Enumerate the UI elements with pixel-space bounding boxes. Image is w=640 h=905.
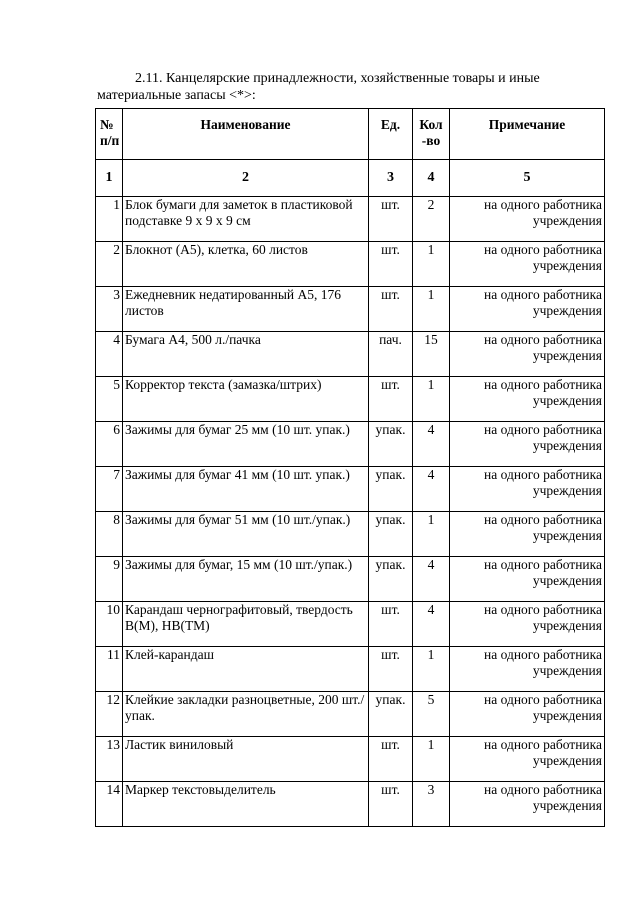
item-quantity: 1 [413,647,450,692]
item-note: на одного работника учреждения [450,467,605,512]
item-unit: упак. [369,692,413,737]
row-number: 2 [96,242,123,287]
table-row [96,647,605,692]
column-number-row [96,160,605,197]
item-note: на одного работника учреждения [450,422,605,467]
item-note: на одного работника учреждения [450,242,605,287]
item-quantity: 1 [413,287,450,332]
item-unit: шт. [369,782,413,827]
table-header-row [96,109,605,160]
supplies-table [95,108,605,827]
item-quantity: 1 [413,512,450,557]
item-name: Зажимы для бумаг 25 мм (10 шт. упак.) [123,422,369,467]
heading-line-2: материальные запасы <*>: [97,88,256,103]
item-note: на одного работника учреждения [450,377,605,422]
item-quantity: 4 [413,557,450,602]
column-header-name: Наименование [123,109,369,160]
item-name: Блок бумаги для заметок в пластиковой подставке 9 х 9 х 9 см [123,197,369,242]
heading-line-1: 2.11. Канцелярские принадлежности, хозяйственные товары и иные [135,71,540,86]
row-number: 8 [96,512,123,557]
item-name: Зажимы для бумаг 41 мм (10 шт. упак.) [123,467,369,512]
table-row [96,332,605,377]
column-number: 2 [123,160,369,197]
item-name: Блокнот (А5), клетка, 60 листов [123,242,369,287]
table-row [96,197,605,242]
item-quantity: 2 [413,197,450,242]
item-quantity: 3 [413,782,450,827]
table-row [96,557,605,602]
item-note: на одного работника учреждения [450,557,605,602]
row-number: 11 [96,647,123,692]
section-heading [97,70,607,104]
item-note: на одного работника учреждения [450,602,605,647]
item-quantity: 15 [413,332,450,377]
column-header-unit: Ед. [369,109,413,160]
item-unit: пач. [369,332,413,377]
item-unit: шт. [369,287,413,332]
item-name: Зажимы для бумаг, 15 мм (10 шт./упак.) [123,557,369,602]
item-quantity: 1 [413,242,450,287]
item-unit: шт. [369,647,413,692]
row-number: 3 [96,287,123,332]
table-row [96,377,605,422]
item-name: Ластик виниловый [123,737,369,782]
row-number: 10 [96,602,123,647]
table-row [96,602,605,647]
column-header-number: № п/п [96,109,123,160]
item-unit: упак. [369,422,413,467]
row-number: 9 [96,557,123,602]
row-number: 12 [96,692,123,737]
item-name: Маркер текстовыделитель [123,782,369,827]
column-number: 4 [413,160,450,197]
row-number: 4 [96,332,123,377]
column-number: 5 [450,160,605,197]
item-note: на одного работника учреждения [450,692,605,737]
table-row [96,422,605,467]
item-quantity: 4 [413,602,450,647]
table-row [96,737,605,782]
item-quantity: 5 [413,692,450,737]
item-quantity: 4 [413,467,450,512]
row-number: 7 [96,467,123,512]
item-quantity: 4 [413,422,450,467]
item-note: на одного работника учреждения [450,647,605,692]
row-number: 6 [96,422,123,467]
item-name: Клейкие закладки разноцветные, 200 шт./упак. [123,692,369,737]
table-row [96,467,605,512]
row-number: 5 [96,377,123,422]
item-name: Зажимы для бумаг 51 мм (10 шт./упак.) [123,512,369,557]
table-row [96,782,605,827]
item-note: на одного работника учреждения [450,512,605,557]
item-note: на одного работника учреждения [450,197,605,242]
item-unit: шт. [369,377,413,422]
row-number: 13 [96,737,123,782]
column-header-quantity: Кол -во [413,109,450,160]
column-header-note: Примечание [450,109,605,160]
item-unit: шт. [369,602,413,647]
item-note: на одного работника учреждения [450,332,605,377]
item-unit: упак. [369,512,413,557]
row-number: 14 [96,782,123,827]
item-unit: шт. [369,737,413,782]
item-name: Бумага А4, 500 л./пачка [123,332,369,377]
row-number: 1 [96,197,123,242]
table-row [96,512,605,557]
item-quantity: 1 [413,737,450,782]
item-unit: упак. [369,467,413,512]
column-number: 3 [369,160,413,197]
item-unit: шт. [369,242,413,287]
item-unit: упак. [369,557,413,602]
table-row [96,692,605,737]
column-number: 1 [96,160,123,197]
table-row [96,242,605,287]
item-name: Корректор текста (замазка/штрих) [123,377,369,422]
item-note: на одного работника учреждения [450,737,605,782]
item-quantity: 1 [413,377,450,422]
item-note: на одного работника учреждения [450,782,605,827]
item-unit: шт. [369,197,413,242]
item-name: Ежедневник недатированный А5, 176 листов [123,287,369,332]
table-row [96,287,605,332]
item-name: Карандаш чернографитовый, твердость В(М), НВ(ТМ) [123,602,369,647]
item-note: на одного работника учреждения [450,287,605,332]
item-name: Клей-карандаш [123,647,369,692]
